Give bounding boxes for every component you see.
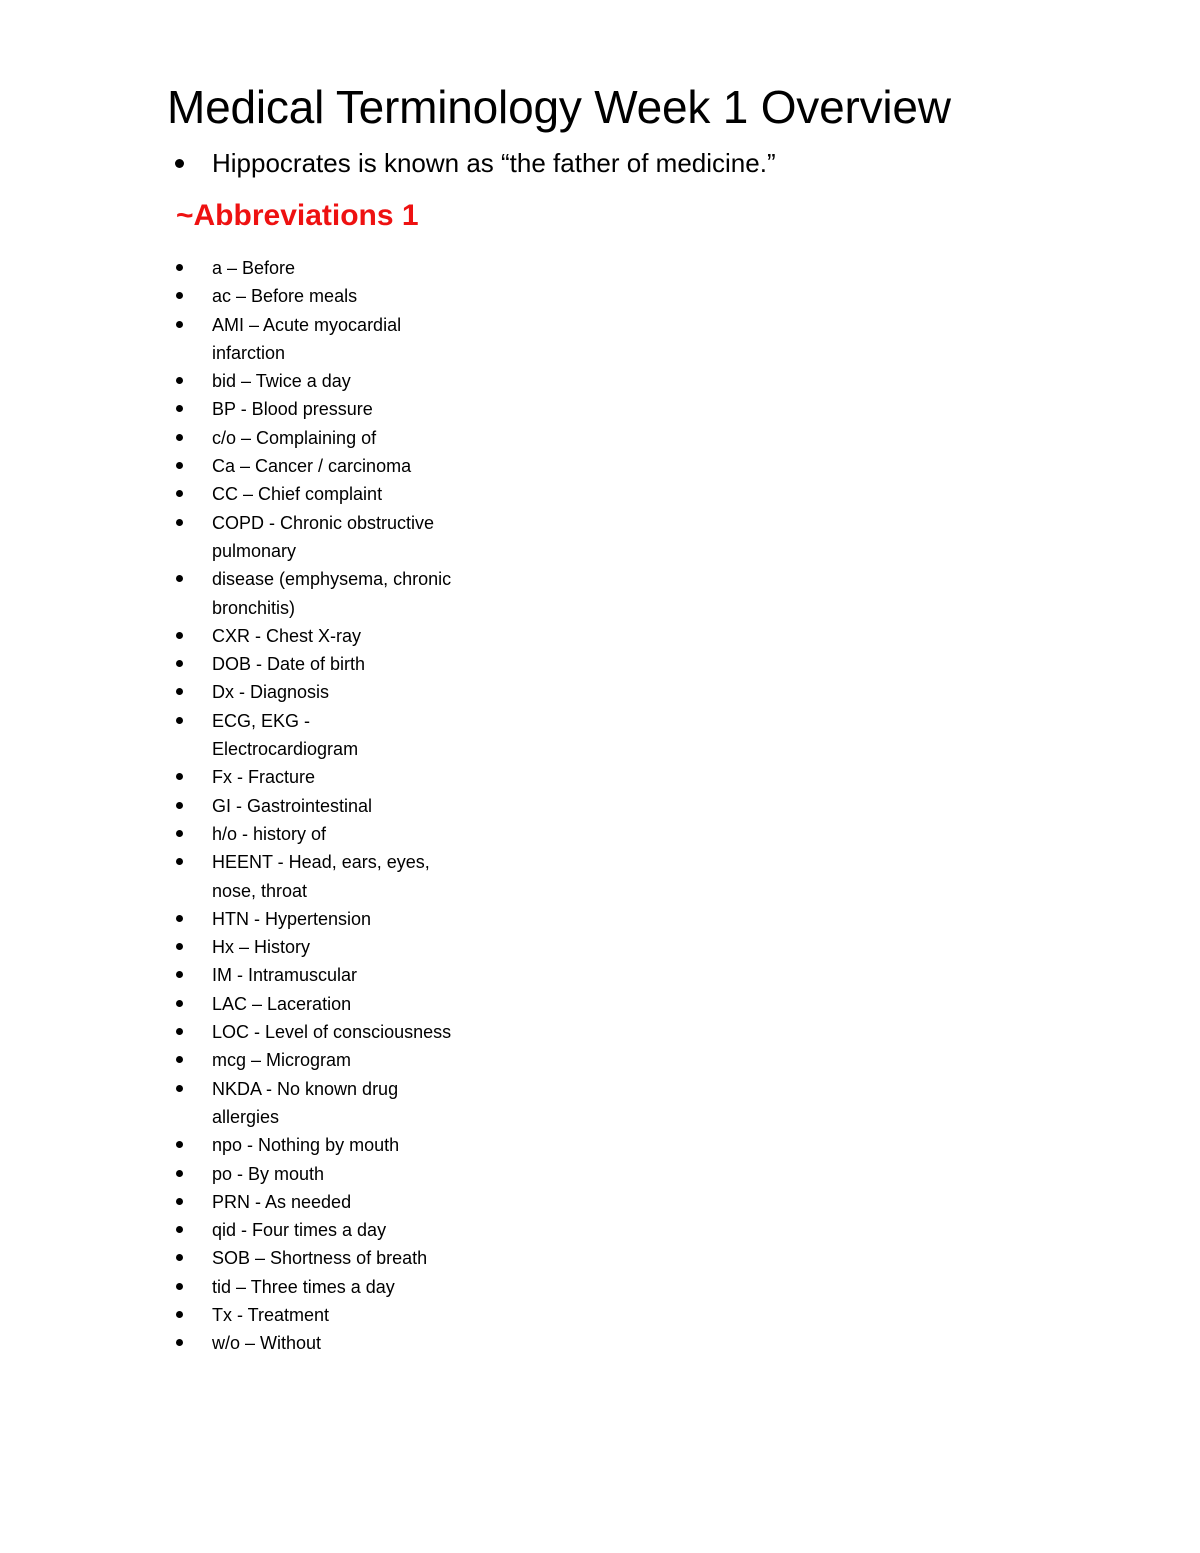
abbreviation-item: ac – Before meals [172,282,452,310]
abbreviation-item: w/o – Without [172,1329,452,1357]
abbreviation-item: LAC – Laceration [172,990,452,1018]
abbreviation-item: CXR - Chest X-ray [172,622,452,650]
abbreviation-item: qid - Four times a day [172,1216,452,1244]
abbreviation-item: Dx - Diagnosis [172,678,452,706]
abbreviation-item: COPD - Chronic obstructive pulmonary [172,509,452,566]
abbreviation-item: bid – Twice a day [172,367,452,395]
abbreviation-item: BP - Blood pressure [172,395,452,423]
abbreviation-item: Ca – Cancer / carcinoma [172,452,452,480]
abbreviation-item: Hx – History [172,933,452,961]
abbreviation-item: Fx - Fracture [172,763,452,791]
abbreviation-item: HTN - Hypertension [172,905,452,933]
abbreviation-item: c/o – Complaining of [172,424,452,452]
abbreviation-item: IM - Intramuscular [172,961,452,989]
abbreviation-item: tid – Three times a day [172,1273,452,1301]
page-title: Medical Terminology Week 1 Overview [167,81,951,133]
abbreviation-item: a – Before [172,254,452,282]
abbreviation-item: npo - Nothing by mouth [172,1131,452,1159]
abbreviation-item: mcg – Microgram [172,1046,452,1074]
abbreviation-item: GI - Gastrointestinal [172,792,452,820]
abbreviation-item: Tx - Treatment [172,1301,452,1329]
intro-list [172,146,776,180]
abbreviation-item: SOB – Shortness of breath [172,1244,452,1272]
abbreviation-item: ECG, EKG - Electrocardiogram [172,707,452,764]
intro-item: Hippocrates is known as “the father of medicine.” [172,146,776,180]
abbreviation-item: HEENT - Head, ears, eyes, nose, throat [172,848,452,905]
abbreviation-item: LOC - Level of consciousness [172,1018,452,1046]
section-heading: ~Abbreviations 1 [176,199,419,232]
abbreviation-item: DOB - Date of birth [172,650,452,678]
abbreviation-list [172,254,472,1358]
abbreviation-item: disease (emphysema, chronic bronchitis) [172,565,452,622]
abbreviation-item: PRN - As needed [172,1188,452,1216]
abbreviation-item: AMI – Acute myocardial infarction [172,311,452,368]
abbreviation-item: NKDA - No known drug allergies [172,1075,452,1132]
abbreviation-item: po - By mouth [172,1160,452,1188]
abbreviation-item: h/o - history of [172,820,452,848]
abbreviation-item: CC – Chief complaint [172,480,452,508]
